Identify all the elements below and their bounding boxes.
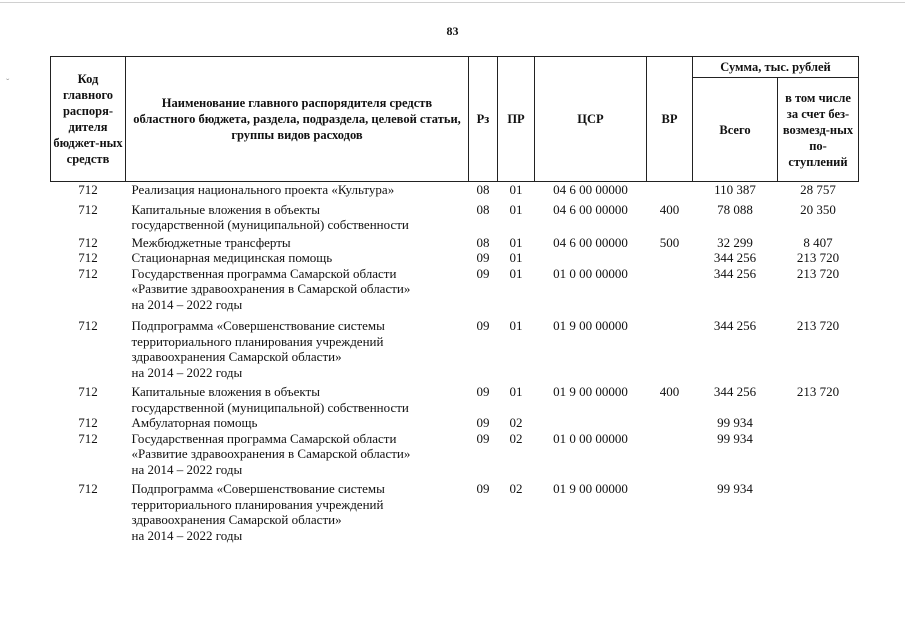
row-code: 712 — [78, 265, 98, 281]
row-rz: 09 — [476, 384, 490, 399]
row-csr: 01 9 00 00000 — [553, 481, 628, 496]
row-total: 99 934 — [717, 481, 753, 496]
row-rz: 09 — [476, 250, 490, 265]
table-row — [51, 477, 859, 543]
row-total: 32 299 — [717, 234, 753, 250]
row-total: 344 256 — [713, 318, 757, 333]
row-name: Подпрограмма «Совершенствование системы территориального планирования учреждений здравоохранения Самарской области» на 2014 – 2022 годы — [131, 481, 385, 543]
row-rz: 08 — [476, 201, 490, 217]
table-row — [51, 380, 859, 415]
header-sum-group-text: Сумма, тыс. рублей — [720, 60, 831, 74]
row-pr: 02 — [509, 415, 523, 430]
row-vr: 400 — [659, 201, 680, 217]
header-code-text: Код главного распоря-дителя бюджет-ных средств — [53, 72, 123, 166]
header-total — [693, 78, 778, 182]
table-row — [51, 312, 859, 380]
row-total: 344 256 — [713, 265, 757, 281]
row-vr — [647, 312, 693, 380]
row-csr — [535, 415, 647, 431]
row-free: 213 720 — [796, 384, 840, 399]
table-row — [51, 182, 859, 198]
row-code: 712 — [78, 384, 98, 399]
header-rz — [469, 57, 498, 182]
table-row — [51, 415, 859, 431]
table-header — [51, 57, 859, 182]
row-pr: 01 — [509, 384, 523, 399]
header-csr-text: ЦСР — [577, 112, 604, 126]
row-name: Реализация национального проекта «Культура» — [131, 182, 395, 197]
header-code — [51, 57, 126, 182]
page-number: 83 — [446, 24, 459, 38]
row-name: Межбюджетные трансферты — [131, 234, 291, 250]
row-rz: 09 — [476, 430, 490, 446]
row-csr: 04 6 00 00000 — [553, 182, 628, 197]
row-pr: 01 — [509, 182, 523, 197]
row-total: 78 088 — [717, 201, 753, 217]
row-csr: 01 0 00 00000 — [553, 265, 628, 281]
scan-artifact: ˇ — [6, 78, 10, 89]
row-total: 344 256 — [713, 384, 757, 399]
header-free — [778, 78, 859, 182]
header-total-text: Всего — [719, 122, 751, 137]
row-code: 712 — [78, 318, 98, 333]
row-csr — [535, 250, 647, 266]
table-body — [51, 182, 859, 544]
row-free: 213 720 — [796, 265, 840, 281]
row-code: 712 — [78, 201, 98, 217]
row-rz: 09 — [476, 318, 490, 333]
row-pr: 02 — [509, 430, 523, 446]
row-free: 20 350 — [800, 201, 836, 217]
row-pr: 01 — [509, 234, 523, 250]
table-row — [51, 266, 859, 313]
row-rz: 08 — [476, 234, 490, 250]
header-vr — [647, 57, 693, 182]
row-free: 213 720 — [796, 318, 840, 333]
header-sum-group — [693, 57, 859, 78]
row-code: 712 — [78, 430, 98, 446]
row-rz: 09 — [476, 265, 490, 281]
row-vr — [647, 431, 693, 478]
row-csr: 01 9 00 00000 — [553, 318, 628, 333]
table-row — [51, 233, 859, 251]
row-csr: 01 9 00 00000 — [553, 384, 628, 399]
row-vr: 400 — [659, 384, 680, 399]
row-vr — [647, 415, 693, 431]
row-pr: 01 — [509, 318, 523, 333]
row-total: 99 934 — [717, 415, 753, 430]
row-rz: 09 — [476, 481, 490, 496]
row-code: 712 — [78, 415, 98, 430]
row-vr — [647, 182, 693, 198]
header-free-text: в том числе за счет без-возмезд-ных по-ступлений — [782, 90, 854, 169]
row-rz: 08 — [476, 182, 490, 197]
header-rz-text: Рз — [476, 112, 490, 126]
header-csr — [535, 57, 647, 182]
row-csr: 01 0 00 00000 — [553, 430, 628, 446]
row-vr — [647, 250, 693, 266]
row-csr: 04 6 00 00000 — [553, 201, 628, 217]
row-code: 712 — [78, 481, 98, 496]
row-name: Подпрограмма «Совершенствование системы территориального планирования учреждений здравоохранения Самарской области» на 2014 – 2022 годы — [131, 318, 385, 380]
table-row — [51, 198, 859, 233]
header-name — [126, 57, 469, 182]
page-top-rule — [0, 2, 905, 3]
row-rz: 09 — [476, 415, 490, 430]
row-name: Стационарная медицинская помощь — [131, 250, 333, 265]
row-free — [778, 415, 859, 431]
row-total: 344 256 — [713, 250, 757, 265]
header-pr-text: ПР — [507, 112, 525, 126]
row-pr: 01 — [509, 250, 523, 265]
row-free — [778, 431, 859, 478]
row-name: Амбулаторная помощь — [131, 415, 258, 430]
row-vr: 500 — [659, 234, 680, 250]
row-code: 712 — [78, 234, 98, 250]
row-code: 712 — [78, 250, 98, 265]
budget-table — [50, 56, 859, 543]
row-total: 110 387 — [714, 182, 756, 197]
row-free: 8 407 — [803, 234, 833, 250]
row-total: 99 934 — [717, 430, 753, 446]
row-free: 213 720 — [796, 250, 840, 265]
row-name: Государственная программа Самарской области «Развитие здравоохранения в Самарской области» на 2014 – 2022 годы — [131, 265, 411, 312]
row-pr: 01 — [509, 265, 523, 281]
row-free — [778, 477, 859, 543]
row-csr: 04 6 00 00000 — [553, 234, 628, 250]
row-vr — [647, 266, 693, 313]
row-code: 712 — [78, 182, 98, 197]
row-vr — [647, 477, 693, 543]
row-name: Капитальные вложения в объекты государственной (муниципальной) собственности — [131, 384, 409, 415]
table-row — [51, 431, 859, 478]
row-name: Капитальные вложения в объекты государственной (муниципальной) собственности — [131, 201, 409, 232]
header-pr — [498, 57, 535, 182]
header-name-text: Наименование главного распорядителя средств областного бюджета, раздела, подраздела, целевой статьи, группы видов расходов — [133, 96, 461, 142]
row-free: 28 757 — [800, 182, 836, 197]
row-pr: 02 — [509, 481, 523, 496]
table-row — [51, 250, 859, 266]
header-vr-text: ВР — [661, 112, 678, 126]
row-name: Государственная программа Самарской области «Развитие здравоохранения в Самарской области» на 2014 – 2022 годы — [131, 430, 411, 477]
row-pr: 01 — [509, 201, 523, 217]
